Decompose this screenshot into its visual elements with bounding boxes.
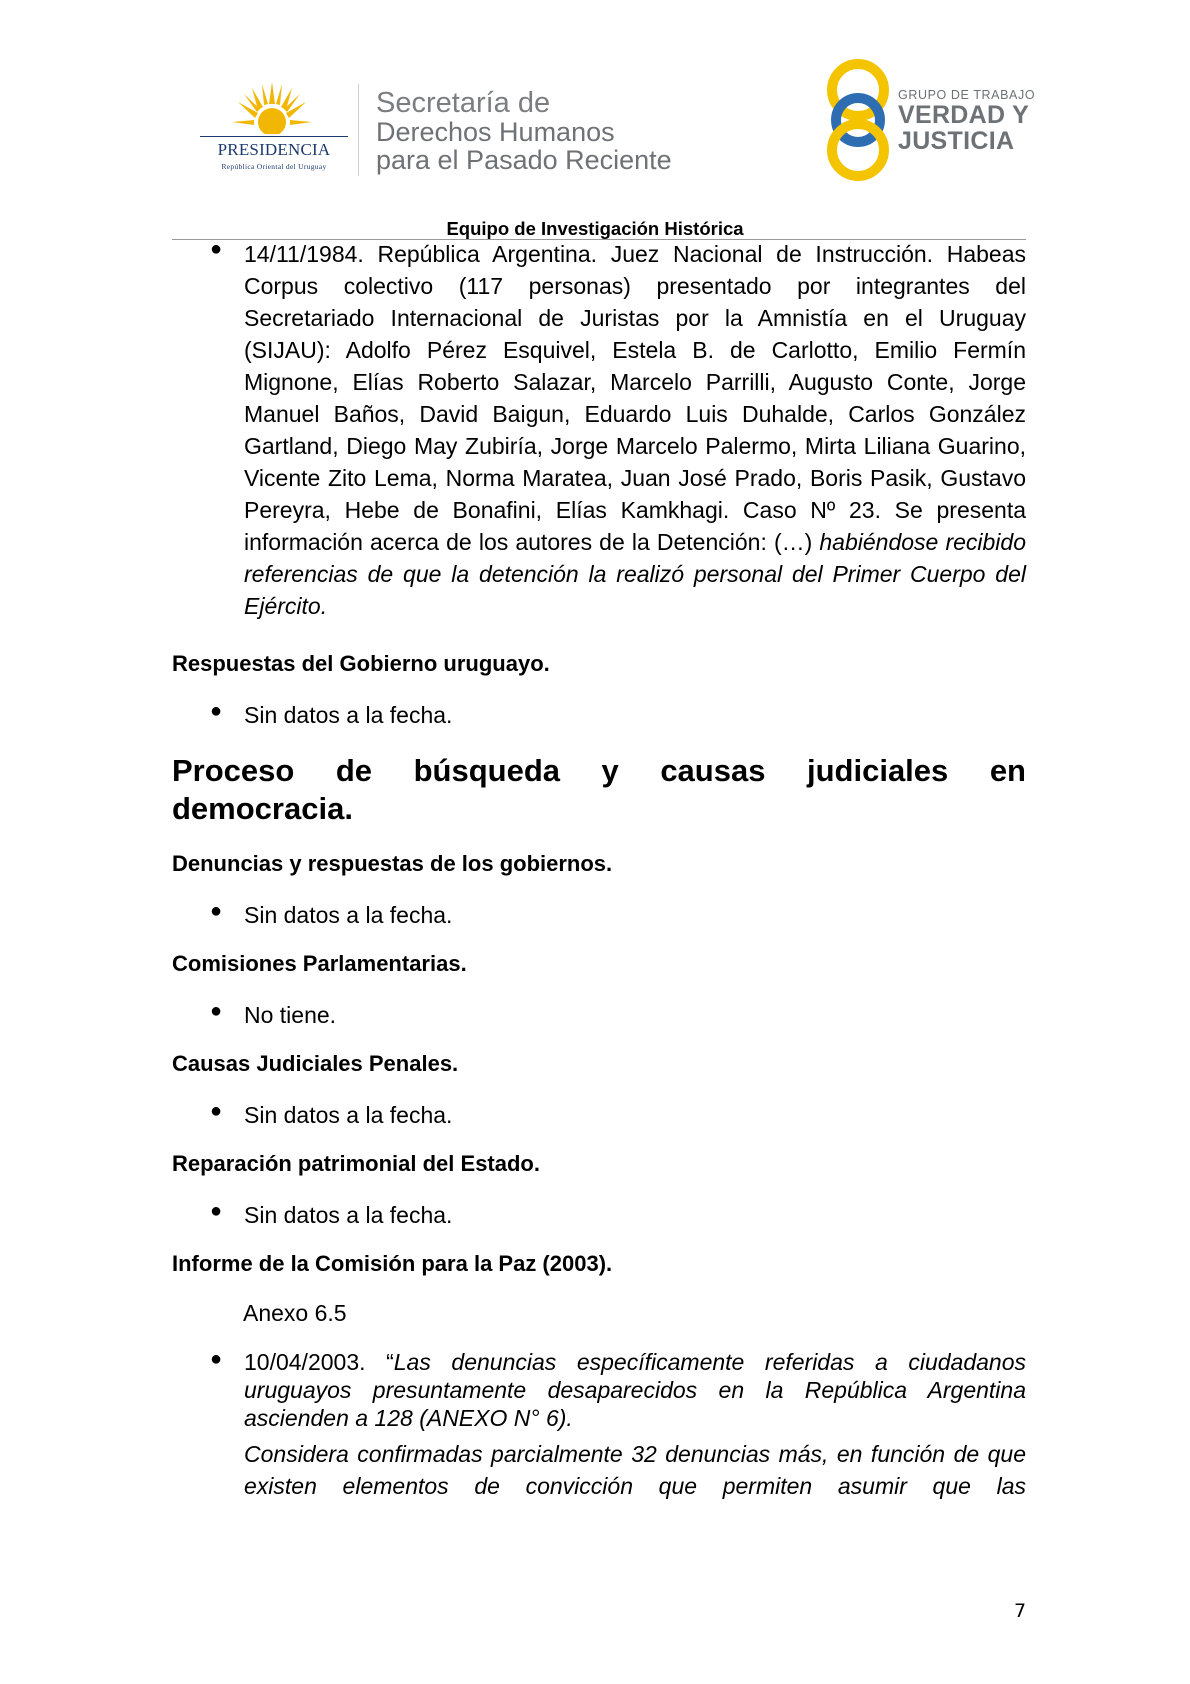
habeas-corpus-paragraph <box>244 238 1026 622</box>
habeas-corpus-text: 14/11/1984. República Argentina. Juez Nacional de Instrucción. Habeas Corpus colectivo (117 personas) presentado por integrantes del Secretariado Internacional de Juristas por la Amnistía en el Uruguay (SIJAU): Adolfo Pérez Esquivel, Estela B. de Carlotto, Emilio Fermín Mignone, Elías Roberto Salazar, Marcelo Parrilli, Augusto Conte, Jorge Manuel Baños, David Baigun, Eduardo Luis Duhalde, Carlos González Gartland, Diego May Zubiría, Jorge Marcelo Palermo, Mirta Liliana Guarino, Vicente Zito Lema, Norma Maratea, Juan José Prado, Boris Pasik, Gustavo Pereyra, Hebe de Bonafini, Elías Kamkhagi. Caso Nº 23. Se presenta información acerca de los autores de la Detención: (…) <box>244 241 1026 555</box>
bullet-icon: ● <box>210 238 223 260</box>
page-number: 7 <box>1014 1600 1027 1622</box>
cpp-continuation: Considera confirmadas parcialmente 32 denuncias más, en función de que existen elementos de convicción que permiten asumir que las <box>244 1441 1026 1499</box>
bullet-icon: ● <box>210 700 223 722</box>
respuestas-item: Sin datos a la fecha. <box>244 702 453 728</box>
secretaria-line2: Derechos Humanos <box>376 117 615 147</box>
presidencia-wordmark: PRESIDENCIA <box>217 140 331 159</box>
denuncias-heading: Denuncias y respuestas de los gobiernos. <box>172 851 613 876</box>
section-heading-line2: democracia. <box>172 791 353 826</box>
respuestas-heading: Respuestas del Gobierno uruguayo. <box>172 651 550 676</box>
logo-separator <box>358 84 359 176</box>
cpp-quote: Las denuncias específicamente referidas a ciudadanos uruguayos presuntamente desaparecidos en la República Argentina ascienden a 128 (ANEXO N° 6). <box>244 1349 1026 1431</box>
gtvj-line1: GRUPO DE TRABAJO <box>898 88 1036 102</box>
reparacion-item: Sin datos a la fecha. <box>244 1202 453 1228</box>
presidencia-logo <box>196 78 352 178</box>
causas-item: Sin datos a la fecha. <box>244 1102 453 1128</box>
reparacion-heading: Reparación patrimonial del Estado. <box>172 1151 540 1176</box>
comisiones-heading: Comisiones Parlamentarias. <box>172 951 467 976</box>
cpp-paragraph <box>244 1348 1026 1432</box>
team-title: Equipo de Investigación Histórica <box>446 218 744 239</box>
document-body <box>172 238 1026 1502</box>
sun-icon <box>232 82 312 138</box>
secretaria-line3: para el Pasado Reciente <box>376 145 672 175</box>
gtvj-logo-text <box>898 88 1035 154</box>
presidencia-rule <box>200 136 348 137</box>
list-item <box>172 238 1026 622</box>
gtvj-line2: VERDAD Y <box>898 101 1030 129</box>
list-item <box>172 1200 1026 1230</box>
bullet-icon: ● <box>210 1000 223 1022</box>
causas-heading: Causas Judiciales Penales. <box>172 1051 459 1076</box>
bullet-icon: ● <box>210 1348 223 1370</box>
bullet-icon: ● <box>210 1200 223 1222</box>
list-item <box>172 900 1026 930</box>
comisiones-item: No tiene. <box>244 1002 337 1028</box>
list-item <box>172 1348 1026 1502</box>
list-item <box>172 700 1026 730</box>
bullet-icon: ● <box>210 900 223 922</box>
habeas-corpus-quote: habiéndose recibido referencias de que la detención la realizó personal del Primer Cuerpo del Ejército. <box>244 529 1026 619</box>
bullet-icon: ● <box>210 1100 223 1122</box>
anexo-label: Anexo 6.5 <box>243 1300 347 1326</box>
denuncias-item: Sin datos a la fecha. <box>244 902 453 928</box>
secretaria-line1: Secretaría de <box>376 87 551 119</box>
list-item <box>172 1100 1026 1130</box>
section-heading-line1: Proceso de búsqueda y causas judiciales en <box>172 753 1026 788</box>
informe-heading: Informe de la Comisión para la Paz (2003). <box>172 1251 613 1276</box>
list-item <box>172 1000 1026 1030</box>
presidencia-subtitle: República Oriental del Uruguay <box>221 162 327 171</box>
cpp-date: 10/04/2003. “ <box>244 1349 394 1375</box>
gtvj-line3: JUSTICIA <box>898 127 1015 155</box>
secretaria-logo-text <box>376 88 672 174</box>
